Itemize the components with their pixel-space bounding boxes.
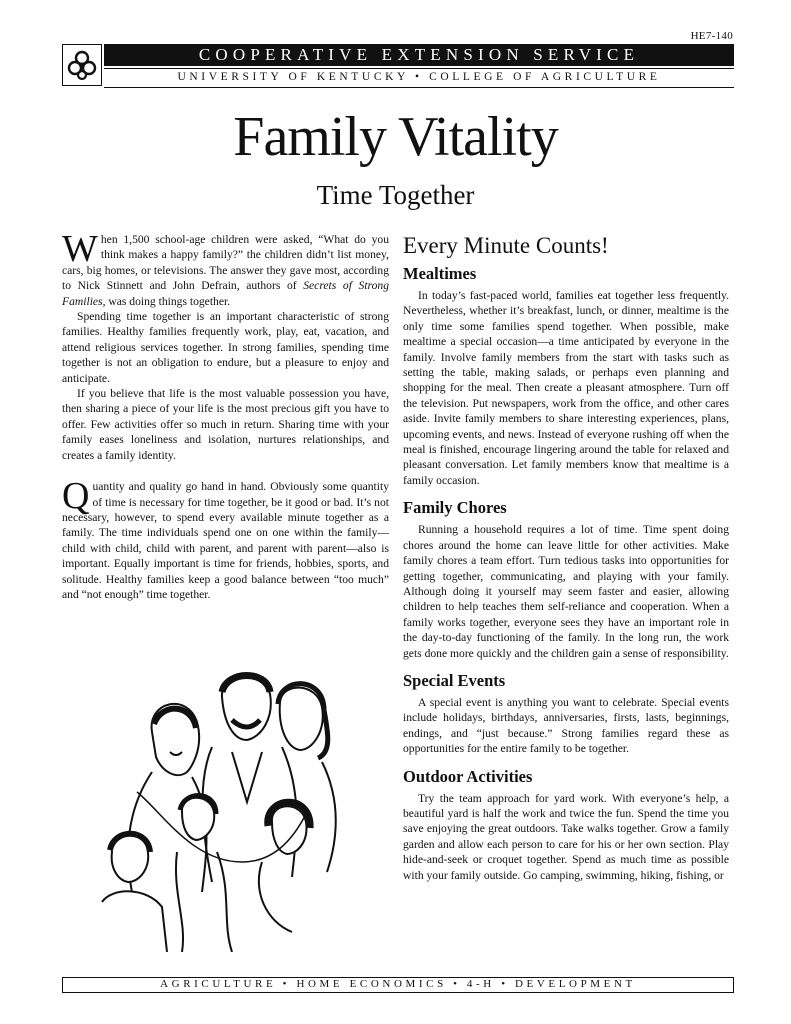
right-column-heading: Every Minute Counts! xyxy=(403,233,609,258)
drop-cap-w: W xyxy=(62,228,98,270)
drop-cap-q: Q xyxy=(62,475,90,518)
extension-logo-icon xyxy=(62,44,102,86)
section-title-special-events: Special Events xyxy=(403,670,506,690)
program-footer: AGRICULTURE • HOME ECONOMICS • 4-H • DEVELOPMENT xyxy=(62,977,734,993)
section-text-mealtimes: In today’s fast-paced world, families eat together less frequently. Nevertheless, whether it’s breakfast, lunch, or dinner, mealtime is the only time some families spend together. When possible, make mealtime a special occasion—a time anticipated by everyone in the family. Involve family members from the start with tasks such as setting the table, making salads, or perhaps even planning and shopping for the meal. Then create a pleasant atmosphere. Turn off the television. Put newspapers, work from the office, and other cares aside. Invite family members to share interesting experiences, plans, upcoming events, and news. Instead of everyone rushing off when the meal is finished, encourage lingering around the table for relaxed and pleasant conversation. Let family members know that mealtime is a family occasion. xyxy=(403,289,729,487)
university-line: UNIVERSITY OF KENTUCKY • COLLEGE OF AGRICULTURE xyxy=(104,68,734,88)
quantity-quality-paragraph xyxy=(62,475,389,602)
section-text-special-events: A special event is anything you want to celebrate. Special events include holidays, birthdays, anniversaries, firsts, lasts, beginnings, endings, and “just because.” Strong families regard these as opportunities for the entire family to be together. xyxy=(403,695,729,756)
page-subtitle: Time Together xyxy=(316,180,475,210)
section-text-family-chores: Running a household requires a lot of time. Time spent doing chores around the home can leave little for other activities. Make family chores a team effort. Turn tedious tasks into opportunities for getting together, communicating, and playing with your family. Although doing it yourself may seem faster and easier, allowing children to help teaches them self-reliance and cooperation. When a family works together, everyone sees they have an important role in the day-to-day functioning of the family. In the long run, the work gets done more quickly and the children gain a sense of responsibility. xyxy=(403,523,729,660)
intro-paragraph xyxy=(62,228,390,309)
organization-banner: COOPERATIVE EXTENSION SERVICE xyxy=(104,44,734,66)
document-id: HE7-140 xyxy=(690,30,733,42)
book-title: Secrets of Strong Families xyxy=(62,279,390,308)
section-title-family-chores: Family Chores xyxy=(403,498,507,518)
family-group-illustration xyxy=(92,662,362,952)
page-title: Family Vitality xyxy=(233,106,558,168)
masthead xyxy=(62,44,734,88)
section-text-outdoor-activities: Try the team approach for yard work. With everyone’s help, a beautiful yard is half the work and twice the fun. Spend the time you save enjoying the great outdoors. Take walks together. Grow a family garden and allow each person to care for his or her own section. Play hide-and-seek or croquet together. Spend as much time as possible with your family outside. Go camping, swimming, hiking, fishing, or xyxy=(403,791,729,882)
right-column xyxy=(403,232,729,883)
quantity-quality-text: uantity and quality go hand in hand. Obviously some quantity of time is necessary for time together, be it good or bad. It’s not necessary, however, to spend every available minute together as a family. The time individuals spend one on one within the family—child with child, child with parent, and parent with parent—also is important. Equally important is time for friends, hobbies, sports, and solitude. Healthy families keep a good balance between “too much” and “not enough” time together. xyxy=(62,480,389,601)
section-title-outdoor-activities: Outdoor Activities xyxy=(403,766,533,786)
intro-text: hen 1,500 school-age children were asked, “What do you think makes a happy family?” the children didn’t list money, cars, big homes, or televisions. The answer they gave most, according to Nick Stinnett and John Defrain, authors of xyxy=(62,233,389,293)
intro-text-end: , was doing things together. xyxy=(102,294,231,308)
paragraph-valuable-possession: If you believe that life is the most valuable possession you have, then sharing a piece of your life is the most precious gift you have to offer. Few activities offer so much in return. Sharing time with your family eases loneliness and isolation, nurtures relationships, and creates a family identity. xyxy=(62,387,389,462)
section-title-mealtimes: Mealtimes xyxy=(403,264,477,283)
left-column xyxy=(62,228,390,602)
paragraph-spending-time: Spending time together is an important characteristic of strong families. Healthy families frequently work, play, eat, vacation, and attend religious services together. In strong families, spending time together is not an obligation to endure, but a pleasure to enjoy and anticipate. xyxy=(62,310,389,385)
